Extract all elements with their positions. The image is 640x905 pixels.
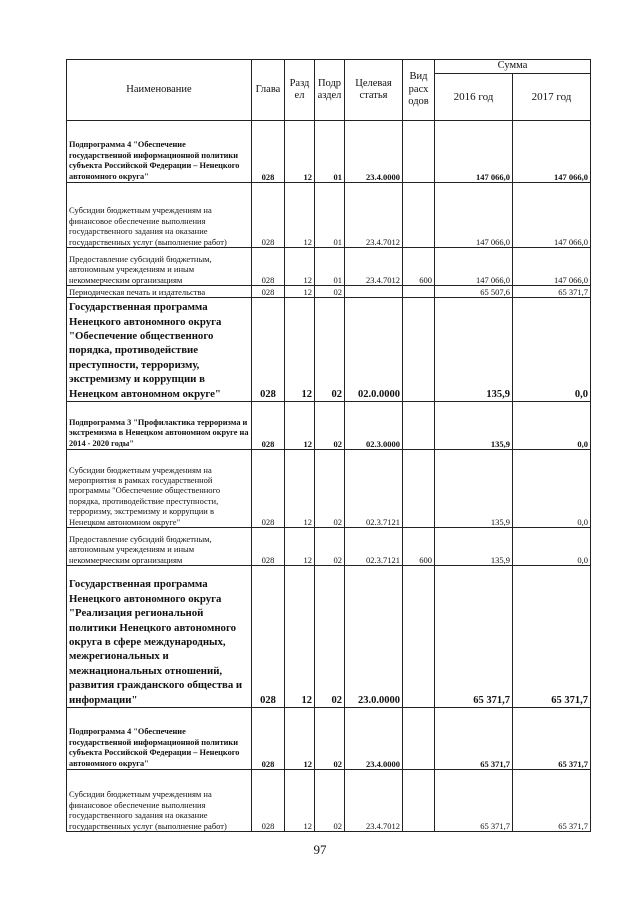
row-2017: 65 371,7 (513, 286, 591, 298)
row-vid (403, 770, 435, 832)
row-razdel: 12 (285, 566, 315, 708)
row-podrazdel: 01 (315, 121, 345, 183)
row-2016: 135,9 (435, 298, 513, 402)
row-target: 23.4.0000 (345, 708, 403, 770)
row-razdel: 12 (285, 286, 315, 298)
table-row (67, 566, 591, 708)
row-podrazdel: 02 (315, 298, 345, 402)
row-name: Государственная программа Ненецкого автономного округа "Обеспечение общественного порядка, противодействие преступности, терроризму, экстремизму и коррупции в Ненецком автономном округе" (67, 298, 252, 402)
row-razdel: 12 (285, 770, 315, 832)
header-year-2017: 2017 год (513, 73, 591, 121)
row-razdel: 12 (285, 402, 315, 450)
row-vid (403, 708, 435, 770)
table-row (67, 528, 591, 566)
row-razdel: 12 (285, 450, 315, 528)
row-podrazdel: 02 (315, 708, 345, 770)
row-podrazdel: 02 (315, 528, 345, 566)
row-vid: 600 (403, 248, 435, 286)
row-2016: 135,9 (435, 450, 513, 528)
table-row (67, 450, 591, 528)
row-podrazdel: 02 (315, 402, 345, 450)
row-vid (403, 566, 435, 708)
row-podrazdel: 01 (315, 183, 345, 248)
header-sum: Сумма (435, 60, 591, 74)
row-glava: 028 (252, 121, 285, 183)
row-razdel: 12 (285, 248, 315, 286)
row-glava: 028 (252, 402, 285, 450)
row-2016: 147 066,0 (435, 121, 513, 183)
row-2016: 65 371,7 (435, 770, 513, 832)
row-2017: 65 371,7 (513, 708, 591, 770)
table-row (67, 286, 591, 298)
row-name: Подпрограмма 3 "Профилактика терроризма и экстремизма в Ненецком автономном округе на 2014 - 2020 годы" (67, 402, 252, 450)
row-glava: 028 (252, 528, 285, 566)
page-number: 97 (313, 842, 327, 857)
row-2017: 147 066,0 (513, 183, 591, 248)
row-2016: 147 066,0 (435, 183, 513, 248)
row-vid (403, 121, 435, 183)
row-target: 23.4.0000 (345, 121, 403, 183)
row-2017: 0,0 (513, 402, 591, 450)
row-glava: 028 (252, 183, 285, 248)
row-glava: 028 (252, 566, 285, 708)
row-target: 02.3.7121 (345, 450, 403, 528)
row-2016: 135,9 (435, 402, 513, 450)
row-vid: 600 (403, 528, 435, 566)
row-2017: 0,0 (513, 528, 591, 566)
header-razdel: Разд ел (285, 60, 315, 121)
header-glava: Глава (252, 60, 285, 121)
row-razdel: 12 (285, 708, 315, 770)
row-name: Субсидии бюджетным учреждениям на финансовое обеспечение выполнения государственного задания на оказание государственных услуг (выполнение работ) (67, 183, 252, 248)
row-2016: 65 371,7 (435, 708, 513, 770)
row-2016: 65 371,7 (435, 566, 513, 708)
row-2017: 0,0 (513, 298, 591, 402)
row-glava: 028 (252, 450, 285, 528)
row-target (345, 286, 403, 298)
row-target: 23.4.7012 (345, 248, 403, 286)
row-vid (403, 183, 435, 248)
row-razdel: 12 (285, 298, 315, 402)
table-row (67, 298, 591, 402)
row-target: 02.0.0000 (345, 298, 403, 402)
row-name: Предоставление субсидий бюджетным, автономным учреждениям и иным некоммерческим организациям (67, 528, 252, 566)
row-glava: 028 (252, 298, 285, 402)
row-razdel: 12 (285, 121, 315, 183)
row-glava: 028 (252, 248, 285, 286)
row-target: 02.3.0000 (345, 402, 403, 450)
row-target: 23.4.7012 (345, 183, 403, 248)
table-row (67, 183, 591, 248)
row-vid (403, 298, 435, 402)
row-name: Подпрограмма 4 "Обеспечение государственной информационной политики субъекта Российской Федерации – Ненецкого автономного округа" (67, 121, 252, 183)
row-vid (403, 402, 435, 450)
row-name: Государственная программа Ненецкого автономного округа "Реализация региональной политики Ненецкого автономного округа в сфере международных, межрегиональных и межнациональных отношений, развития гражданского общества и информации" (67, 566, 252, 708)
header-podrazdel: Подр аздел (315, 60, 345, 121)
row-2017: 65 371,7 (513, 566, 591, 708)
table-row (67, 248, 591, 286)
row-vid (403, 450, 435, 528)
budget-table (66, 59, 591, 832)
row-name: Периодическая печать и издательства (67, 286, 252, 298)
row-razdel: 12 (285, 183, 315, 248)
header-name: Наименование (67, 60, 252, 121)
row-2016: 65 507,6 (435, 286, 513, 298)
row-podrazdel: 02 (315, 566, 345, 708)
header-target: Целевая статья (345, 60, 403, 121)
row-2017: 147 066,0 (513, 248, 591, 286)
row-name: Субсидии бюджетным учреждениям на финансовое обеспечение выполнения государственного задания на оказание государственных услуг (выполнение работ) (67, 770, 252, 832)
row-podrazdel: 02 (315, 450, 345, 528)
row-target: 23.4.7012 (345, 770, 403, 832)
row-vid (403, 286, 435, 298)
table-row (67, 402, 591, 450)
row-glava: 028 (252, 708, 285, 770)
row-2017: 65 371,7 (513, 770, 591, 832)
row-target: 23.0.0000 (345, 566, 403, 708)
table-row (67, 708, 591, 770)
row-target: 02.3.7121 (345, 528, 403, 566)
row-2017: 147 066,0 (513, 121, 591, 183)
table-row (67, 121, 591, 183)
row-2016: 147 066,0 (435, 248, 513, 286)
table-row (67, 770, 591, 832)
row-2017: 0,0 (513, 450, 591, 528)
row-glava: 028 (252, 286, 285, 298)
row-podrazdel: 02 (315, 286, 345, 298)
row-glava: 028 (252, 770, 285, 832)
header-year-2016: 2016 год (435, 73, 513, 121)
header-vid: Вид расх одов (403, 60, 435, 121)
row-razdel: 12 (285, 528, 315, 566)
row-name: Подпрограмма 4 "Обеспечение государственной информационной политики субъекта Российской Федерации – Ненецкого автономного округа" (67, 708, 252, 770)
row-name: Субсидии бюджетным учреждениям на мероприятия в рамках государственной программы "Обеспечение общественного порядка, противодействие преступности, терроризму, экстремизму и коррупции в Ненецком автономном округе" (67, 450, 252, 528)
row-2016: 135,9 (435, 528, 513, 566)
row-podrazdel: 02 (315, 770, 345, 832)
row-podrazdel: 01 (315, 248, 345, 286)
row-name: Предоставление субсидий бюджетным, автономным учреждениям и иным некоммерческим организациям (67, 248, 252, 286)
